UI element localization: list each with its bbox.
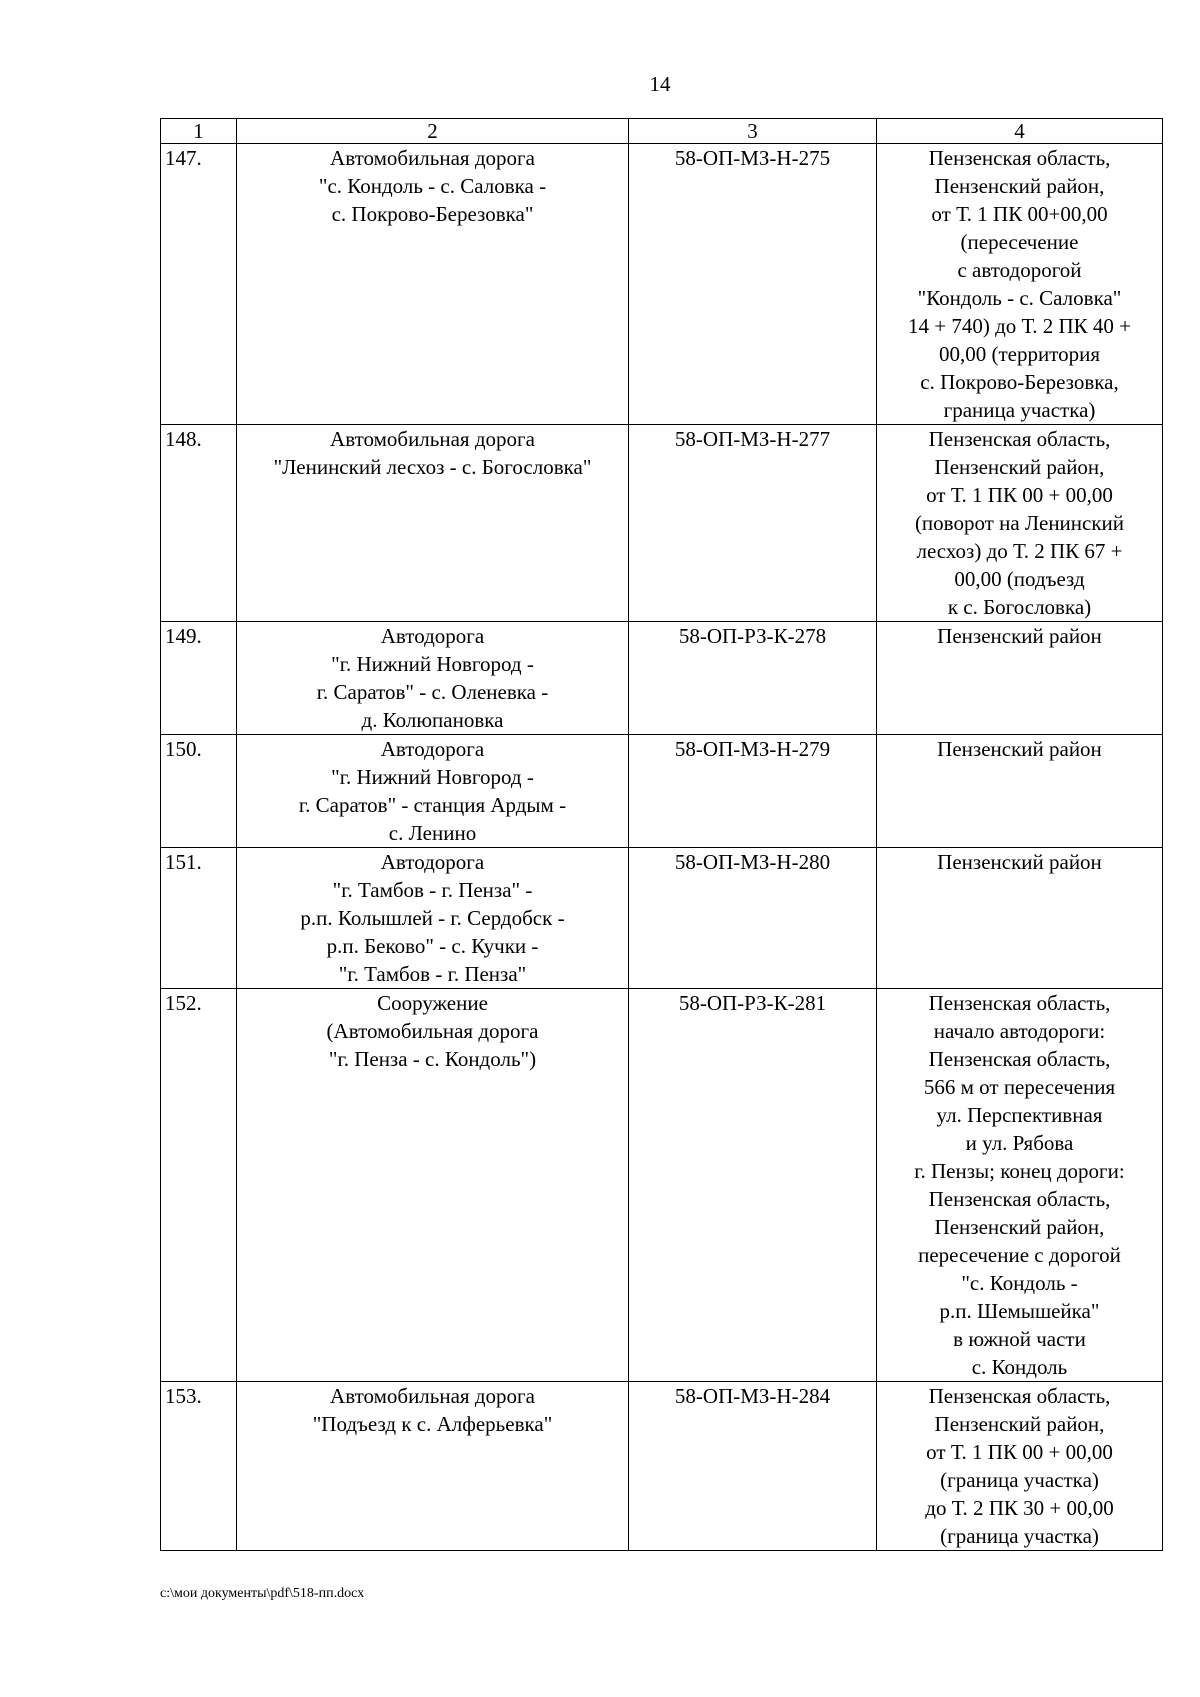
road-name-line: Автодорога (380, 737, 485, 761)
header-col-3: 3 (629, 119, 877, 144)
road-name-line: р.п. Беково" - с. Кучки - (326, 934, 539, 958)
road-location-line: "Кондоль - с. Саловка" (917, 286, 1122, 310)
road-name-line: Автомобильная дорога (330, 1384, 535, 1408)
road-location-line: с автодорогой (957, 258, 1082, 282)
road-name-cell (237, 622, 629, 735)
row-number: 147. (161, 144, 237, 425)
road-location-line: Пензенская область, (928, 991, 1111, 1015)
road-location-cell (877, 1382, 1163, 1551)
road-location-line: 14 + 740) до Т. 2 ПК 40 + (907, 314, 1131, 338)
table-row (161, 1382, 1163, 1551)
road-name-cell (237, 848, 629, 989)
road-name-line: "г. Тамбов - г. Пенза" - (332, 878, 533, 902)
road-location-line: к с. Богословка) (947, 595, 1092, 619)
road-code-cell: 58-ОП-МЗ-Н-275 (629, 144, 877, 425)
road-name-line: "г. Нижний Новгород - (331, 765, 534, 789)
table-header (161, 119, 1163, 144)
table-row (161, 144, 1163, 425)
road-location-cell (877, 622, 1163, 735)
road-name-line: с. Ленино (388, 821, 477, 845)
road-location-line: с. Кондоль (971, 1355, 1068, 1379)
header-row (161, 119, 1163, 144)
road-name-line: "г. Нижний Новгород - (331, 652, 534, 676)
header-col-1: 1 (161, 119, 237, 144)
road-name-cell (237, 989, 629, 1382)
road-location-line: Пензенский район, (934, 1215, 1105, 1239)
road-name-line: Автомобильная дорога (330, 146, 535, 170)
road-location-line: пересечение с дорогой (918, 1243, 1121, 1267)
road-location-line: и ул. Рябова (965, 1131, 1074, 1155)
road-location-line: (граница участка) (940, 1524, 1099, 1548)
road-code-cell: 58-ОП-МЗ-Н-284 (629, 1382, 877, 1551)
road-location-line: (поворот на Ленинский (914, 511, 1125, 535)
road-location-line: 566 м от пересечения (923, 1075, 1116, 1099)
road-name-cell (237, 1382, 629, 1551)
road-location-line: Пензенский район (937, 850, 1102, 874)
road-location-line: от Т. 1 ПК 00+00,00 (931, 202, 1108, 226)
row-number: 150. (161, 735, 237, 848)
road-location-line: (граница участка) (940, 1468, 1099, 1492)
row-number: 148. (161, 425, 237, 622)
road-name-line: Автодорога (380, 624, 485, 648)
road-name-line: (Автомобильная дорога (326, 1019, 539, 1043)
table-row (161, 425, 1163, 622)
road-location-line: в южной части (953, 1327, 1086, 1351)
road-name-cell (237, 144, 629, 425)
road-location-line: от Т. 1 ПК 00 + 00,00 (926, 483, 1113, 507)
road-name-line: д. Колюпановка (361, 708, 504, 732)
road-name-line: г. Саратов" - с. Оленевка - (316, 680, 549, 704)
road-location-line: начало автодороги: (933, 1019, 1106, 1043)
road-location-line: "с. Кондоль - (961, 1271, 1078, 1295)
roads-table (160, 118, 1163, 1551)
road-location-line: Пензенский район (937, 737, 1102, 761)
table-row (161, 989, 1163, 1382)
road-name-line: "Ленинский лесхоз - с. Богословка" (273, 455, 592, 479)
road-location-line: Пензенский район, (934, 174, 1105, 198)
table-row (161, 848, 1163, 989)
road-name-line: "г. Пенза - с. Кондоль") (328, 1047, 537, 1071)
road-location-cell (877, 425, 1163, 622)
road-name-line: "с. Кондоль - с. Саловка - (318, 174, 547, 198)
row-number: 153. (161, 1382, 237, 1551)
header-col-2: 2 (237, 119, 629, 144)
road-name-cell (237, 735, 629, 848)
road-name-line: р.п. Колышлей - г. Сердобск - (300, 906, 565, 930)
road-location-line: Пензенская область, (928, 1187, 1111, 1211)
road-location-line: Пензенский район, (934, 455, 1105, 479)
road-location-cell (877, 989, 1163, 1382)
row-number: 151. (161, 848, 237, 989)
road-name-line: г. Саратов" - станция Ардым - (298, 793, 567, 817)
road-name-cell (237, 425, 629, 622)
road-location-line: 00,00 (территория (938, 342, 1101, 366)
road-location-line: Пензенская область, (928, 146, 1111, 170)
header-col-4: 4 (877, 119, 1163, 144)
row-number: 149. (161, 622, 237, 735)
page-number: 14 (649, 72, 671, 96)
road-location-line: Пензенский район (937, 624, 1102, 648)
road-code-cell: 58-ОП-РЗ-К-281 (629, 989, 877, 1382)
road-location-line: Пензенская область, (928, 1047, 1111, 1071)
road-name-line: Автодорога (380, 850, 485, 874)
road-location-line: с. Покрово-Березовка, (920, 370, 1119, 394)
road-location-cell (877, 144, 1163, 425)
road-code-cell: 58-ОП-МЗ-Н-277 (629, 425, 877, 622)
road-location-cell (877, 735, 1163, 848)
row-number: 152. (161, 989, 237, 1382)
table-row (161, 622, 1163, 735)
road-location-line: (пересечение (960, 230, 1079, 254)
road-name-line: Автомобильная дорога (330, 427, 535, 451)
road-code-cell: 58-ОП-МЗ-Н-279 (629, 735, 877, 848)
footer-file-path: c:\мои документы\pdf\518-пп.docx (160, 1586, 365, 1601)
road-location-line: г. Пензы; конец дороги: (914, 1159, 1125, 1183)
road-location-line: Пензенская область, (928, 427, 1111, 451)
road-location-line: ул. Перспективная (936, 1103, 1103, 1127)
road-location-line: Пензенский район, (934, 1412, 1105, 1436)
road-location-line: 00,00 (подъезд (954, 567, 1085, 591)
road-location-line: до Т. 2 ПК 30 + 00,00 (925, 1496, 1114, 1520)
road-location-line: лесхоз) до Т. 2 ПК 67 + (916, 539, 1123, 563)
road-location-line: Пензенская область, (928, 1384, 1111, 1408)
road-code-cell: 58-ОП-МЗ-Н-280 (629, 848, 877, 989)
road-name-line: с. Покрово-Березовка" (331, 202, 534, 226)
road-location-line: от Т. 1 ПК 00 + 00,00 (926, 1440, 1113, 1464)
road-code-cell: 58-ОП-РЗ-К-278 (629, 622, 877, 735)
road-name-line: "г. Тамбов - г. Пенза" (338, 962, 527, 986)
road-location-cell (877, 848, 1163, 989)
road-name-line: "Подъезд к с. Алферьевка" (312, 1412, 553, 1436)
road-location-line: граница участка) (943, 398, 1096, 422)
table-row (161, 735, 1163, 848)
road-name-line: Сооружение (377, 991, 488, 1015)
table-body (161, 144, 1163, 1551)
road-location-line: р.п. Шемышейка" (939, 1299, 1100, 1323)
